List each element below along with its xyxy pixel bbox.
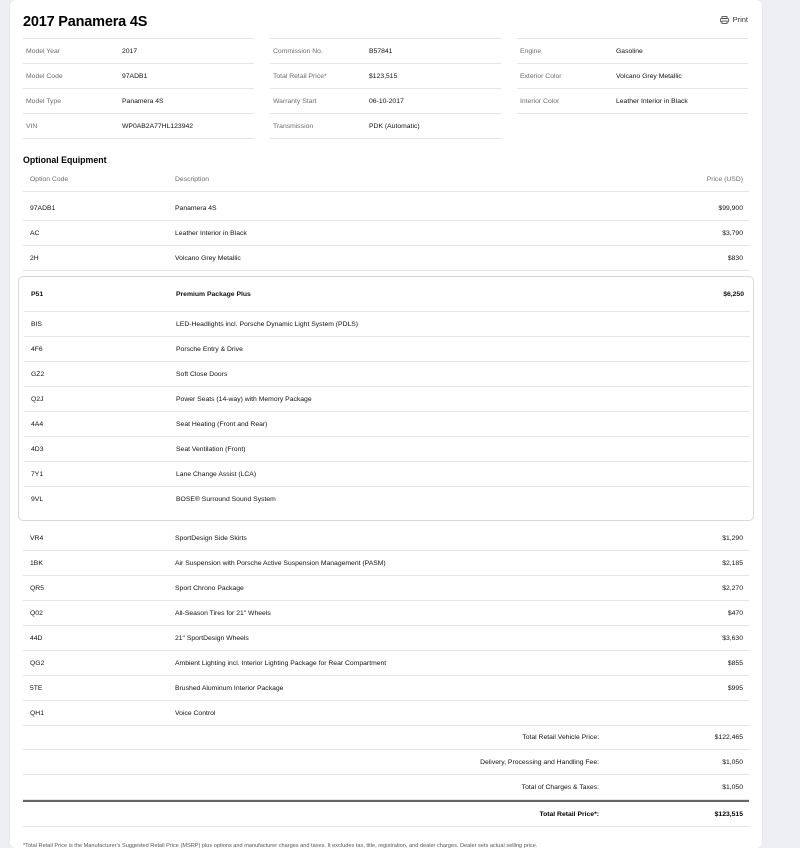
option-description: Air Suspension with Porsche Active Suspension Management (PASM) bbox=[175, 559, 386, 567]
equipment-row bbox=[23, 551, 749, 576]
option-code: QG2 bbox=[30, 659, 45, 667]
option-code: AC bbox=[30, 229, 40, 237]
total-line bbox=[23, 775, 749, 800]
option-price: $470 bbox=[727, 609, 743, 617]
option-description: BOSE® Surround Sound System bbox=[176, 495, 276, 503]
total-label: Total of Charges & Taxes: bbox=[521, 783, 599, 791]
option-price: $1,290 bbox=[722, 534, 743, 542]
equipment-row bbox=[24, 337, 750, 362]
option-code: Q02 bbox=[30, 609, 43, 617]
option-description: Premium Package Plus bbox=[176, 290, 251, 298]
option-price: $99,900 bbox=[718, 204, 743, 212]
equipment-row bbox=[24, 487, 750, 511]
totals-section bbox=[23, 725, 749, 827]
option-price: $995 bbox=[727, 684, 743, 692]
optional-equipment-title: Optional Equipment bbox=[23, 155, 107, 165]
equipment-row bbox=[24, 437, 750, 462]
page-title: 2017 Panamera 4S bbox=[23, 14, 148, 30]
spec-row bbox=[23, 63, 254, 88]
spec-column bbox=[517, 38, 748, 139]
spec-value: 06-10-2017 bbox=[369, 97, 404, 105]
equipment-row bbox=[23, 221, 749, 246]
equipment-row bbox=[23, 676, 749, 701]
total-label: Total Retail Vehicle Price: bbox=[522, 733, 599, 741]
total-line bbox=[23, 725, 749, 750]
spec-value: Gasoline bbox=[616, 47, 643, 55]
print-label: Print bbox=[732, 15, 748, 24]
spec-label: Interior Color bbox=[520, 97, 560, 105]
option-code: VR4 bbox=[30, 534, 44, 542]
spec-row bbox=[270, 63, 501, 88]
option-price: $2,270 bbox=[722, 584, 743, 592]
option-code: 4F6 bbox=[31, 345, 43, 353]
spec-label: Transmission bbox=[273, 122, 314, 130]
spec-value: Volcano Grey Metallic bbox=[616, 72, 682, 80]
equipment-row bbox=[23, 196, 749, 221]
option-description: Porsche Entry & Drive bbox=[176, 345, 243, 353]
package-header-row bbox=[24, 277, 750, 312]
option-description: Ambient Lighting incl. Interior Lighting Package for Rear Compartment bbox=[175, 659, 387, 667]
option-code: 4A4 bbox=[31, 420, 44, 428]
equipment-rows-top bbox=[23, 196, 749, 271]
option-code: 44D bbox=[30, 634, 43, 642]
option-description: Leather Interior in Black bbox=[175, 229, 247, 237]
build-sheet-card bbox=[10, 0, 762, 848]
option-description: Volcano Grey Metallic bbox=[175, 254, 241, 262]
spec-label: VIN bbox=[26, 122, 38, 130]
spec-value: PDK (Automatic) bbox=[369, 122, 420, 130]
spec-label: Engine bbox=[520, 47, 542, 55]
package-rows bbox=[24, 277, 750, 511]
option-description: 21" SportDesign Wheels bbox=[175, 634, 249, 642]
equipment-row bbox=[24, 312, 750, 337]
equipment-row bbox=[23, 626, 749, 651]
option-description: Sport Chrono Package bbox=[175, 584, 244, 592]
option-description: Soft Close Doors bbox=[176, 370, 228, 378]
option-code: BIS bbox=[31, 320, 42, 328]
option-code: Q2J bbox=[31, 395, 44, 403]
option-price: $3,630 bbox=[722, 634, 743, 642]
equipment-row bbox=[23, 246, 749, 271]
equipment-rows-bottom bbox=[23, 526, 749, 726]
spec-row bbox=[517, 38, 748, 63]
option-code: 97ADB1 bbox=[30, 204, 56, 212]
footnote: *Total Retail Price is the Manufacturer's Suggested Retail Price (MSRP) plus options and manufacturer charges and taxes. It excludes tax, title, registration, and dealer charges. Dealer sets actual selling price. bbox=[23, 843, 538, 848]
option-code: 9VL bbox=[31, 495, 44, 503]
option-price: $2,185 bbox=[722, 559, 743, 567]
option-description: Power Seats (14-way) with Memory Package bbox=[176, 395, 312, 403]
equipment-row bbox=[23, 526, 749, 551]
spec-row bbox=[23, 113, 254, 139]
print-button[interactable] bbox=[720, 15, 748, 24]
option-code: GZ2 bbox=[31, 370, 45, 378]
option-code: P51 bbox=[31, 290, 44, 298]
printer-icon bbox=[720, 16, 729, 24]
price-header: Price (USD) bbox=[706, 176, 743, 183]
option-code: 2H bbox=[30, 254, 39, 262]
option-code: QR5 bbox=[30, 584, 44, 592]
option-code: 5TE bbox=[30, 684, 43, 692]
equipment-row bbox=[23, 576, 749, 601]
spec-value: Panamera 4S bbox=[122, 97, 164, 105]
option-description: Seat Ventilation (Front) bbox=[176, 445, 246, 453]
spec-value: 2017 bbox=[122, 47, 138, 55]
option-description: Lane Change Assist (LCA) bbox=[176, 470, 257, 478]
option-description: All-Season Tires for 21" Wheels bbox=[175, 609, 271, 617]
spec-row bbox=[270, 38, 501, 63]
spec-label: Exterior Color bbox=[520, 72, 562, 80]
spec-row bbox=[517, 88, 748, 114]
option-price: $855 bbox=[727, 659, 743, 667]
spec-label: Model Code bbox=[26, 72, 63, 80]
spec-label: Commission No. bbox=[273, 47, 323, 55]
option-code: 1BK bbox=[30, 559, 43, 567]
spec-value: 97ADB1 bbox=[122, 72, 148, 80]
spec-label: Total Retail Price* bbox=[273, 72, 327, 80]
grand-total-label: Total Retail Price*: bbox=[539, 810, 599, 818]
spec-label: Model Type bbox=[26, 97, 62, 105]
equipment-row bbox=[24, 362, 750, 387]
total-line bbox=[23, 750, 749, 775]
total-label: Delivery, Processing and Handling Fee: bbox=[480, 758, 599, 766]
equipment-row bbox=[24, 387, 750, 412]
equipment-table-header bbox=[23, 168, 749, 192]
spec-label: Model Year bbox=[26, 47, 61, 55]
spec-value: $123,515 bbox=[369, 72, 398, 80]
option-description: Seat Heating (Front and Rear) bbox=[176, 420, 268, 428]
description-header: Description bbox=[175, 176, 209, 183]
option-code: 7Y1 bbox=[31, 470, 44, 478]
option-code-header: Option Code bbox=[30, 176, 69, 183]
spec-row bbox=[23, 88, 254, 113]
option-description: Voice Control bbox=[175, 709, 216, 717]
option-description: Panamera 4S bbox=[175, 204, 217, 212]
option-description: Brushed Aluminum Interior Package bbox=[175, 684, 284, 692]
total-value: $1,050 bbox=[722, 783, 743, 791]
spec-column bbox=[270, 38, 501, 139]
option-price: $6,250 bbox=[723, 290, 744, 298]
spec-row bbox=[23, 38, 254, 63]
spec-column bbox=[23, 38, 254, 139]
equipment-row bbox=[24, 412, 750, 437]
option-description: LED-Headlights incl. Porsche Dynamic Light System (PDLS) bbox=[176, 320, 359, 328]
spec-row bbox=[517, 63, 748, 88]
spec-row bbox=[270, 113, 501, 139]
option-description: SportDesign Side Skirts bbox=[175, 534, 247, 542]
grand-total-row bbox=[23, 800, 749, 827]
equipment-row bbox=[23, 701, 749, 726]
equipment-row bbox=[23, 601, 749, 626]
spec-row bbox=[270, 88, 501, 113]
option-price: $830 bbox=[727, 254, 743, 262]
spec-value: B57841 bbox=[369, 47, 393, 55]
total-value: $122,465 bbox=[714, 733, 743, 741]
equipment-row bbox=[23, 651, 749, 676]
spec-label: Warranty Start bbox=[273, 97, 317, 105]
option-code: 4D3 bbox=[31, 445, 44, 453]
spec-value: WP0AB2A77HL123942 bbox=[122, 122, 194, 130]
spec-value: Leather Interior in Black bbox=[616, 97, 688, 105]
option-code: QH1 bbox=[30, 709, 44, 717]
equipment-row bbox=[24, 462, 750, 487]
premium-package-group bbox=[18, 276, 754, 521]
vehicle-specs bbox=[23, 38, 749, 139]
total-value: $1,050 bbox=[722, 758, 743, 766]
grand-total-value: $123,515 bbox=[714, 810, 743, 818]
option-price: $3,790 bbox=[722, 229, 743, 237]
